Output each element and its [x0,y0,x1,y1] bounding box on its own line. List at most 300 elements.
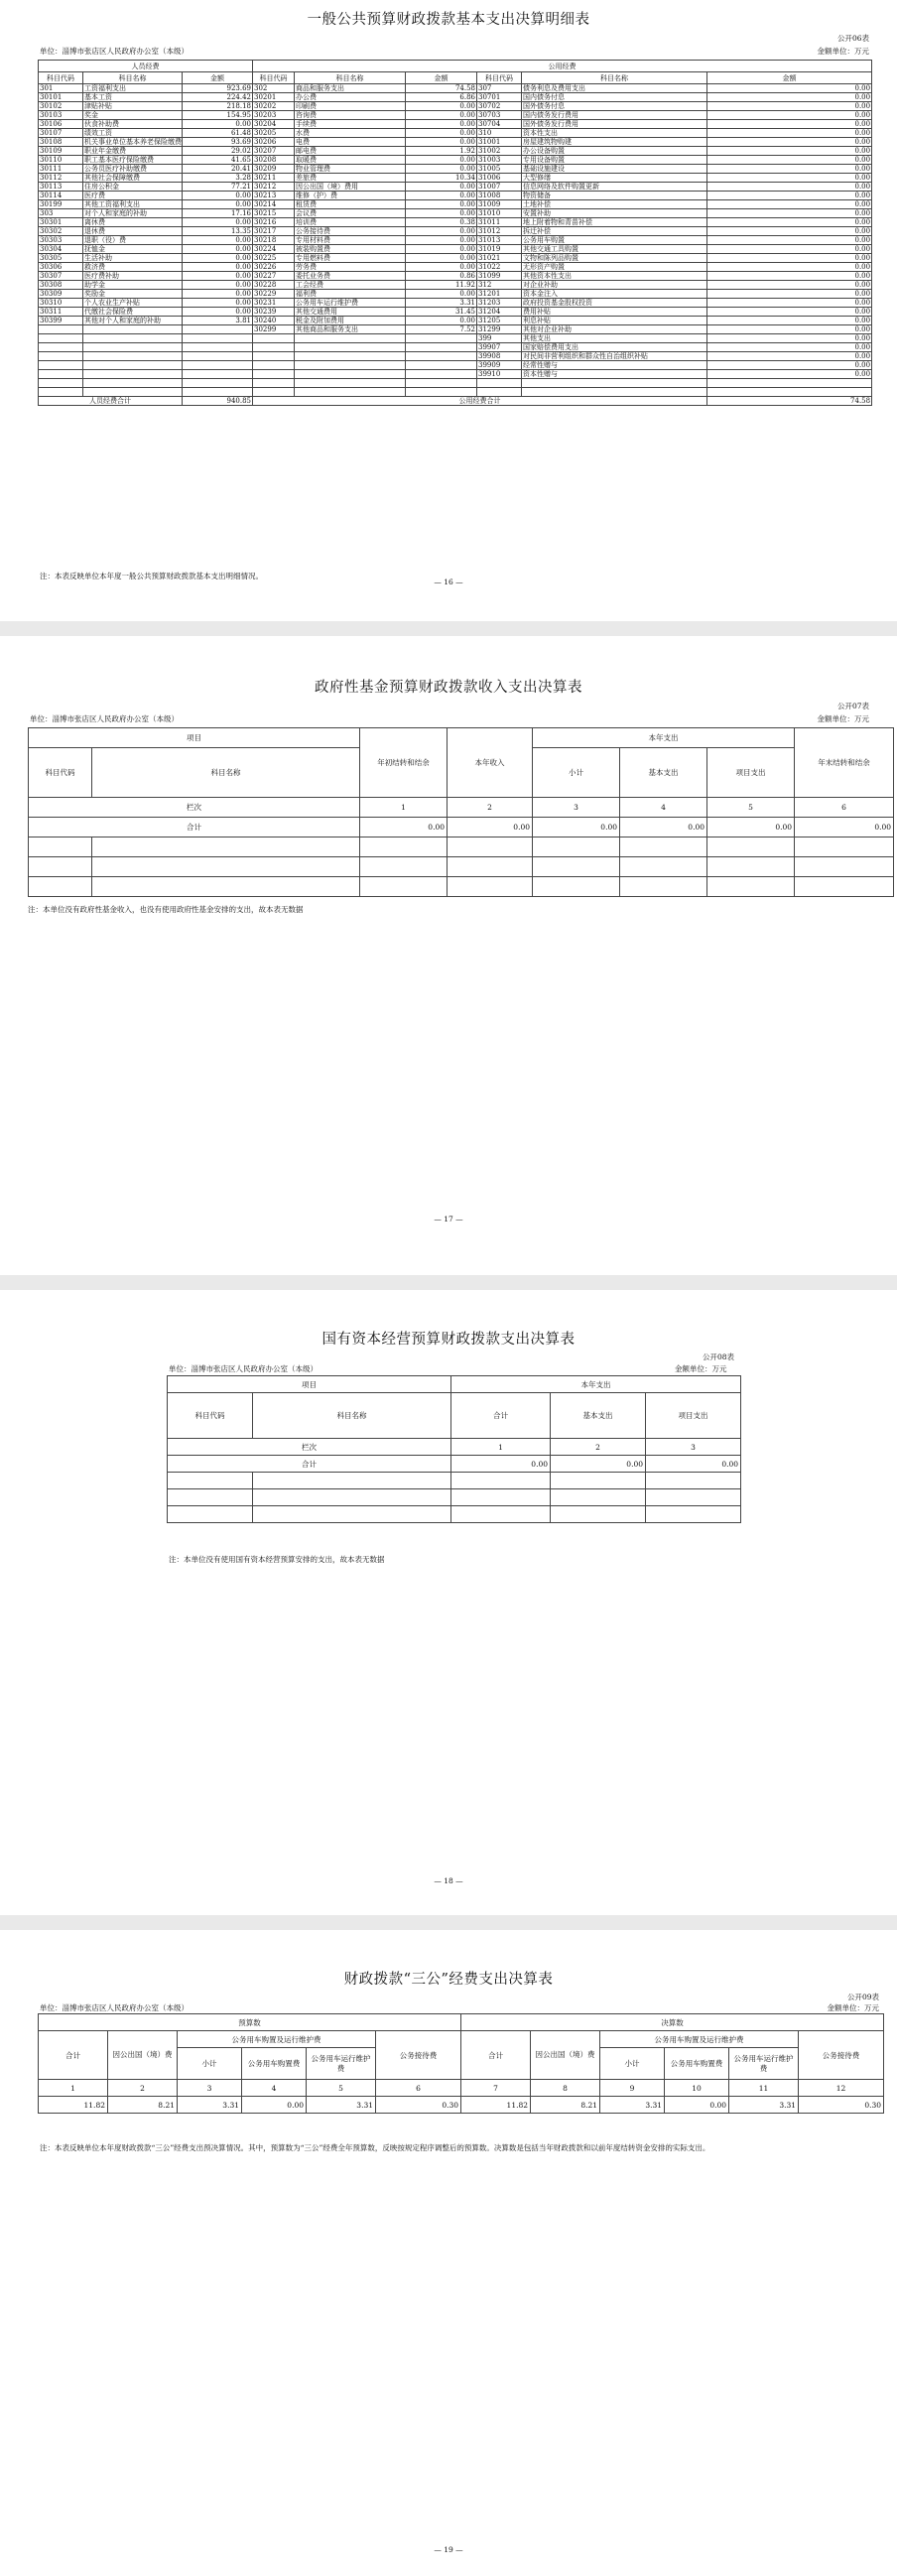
cell-code: 30201 [253,93,295,102]
table-row [39,183,872,192]
cell-amount: 0.00 [406,245,477,254]
cell-amount [406,334,477,343]
table-row [39,209,872,218]
cell-amount: 0.00 [707,334,872,343]
cell-code [253,370,295,379]
table-code: 公开08表 [703,1352,735,1361]
cell-amount [406,370,477,379]
three-public-table [38,2013,884,2114]
cell-name: 会议费 [295,209,406,218]
cell-name: 绩效工资 [83,129,183,138]
cell-name: 大型修缮 [522,174,707,183]
cell-amount: 0.00 [707,147,872,156]
table-code: 公开09表 [846,1993,879,2001]
table-row [39,334,872,343]
cell-code: 30704 [477,120,522,129]
cell-code: 30231 [253,299,295,308]
table-row [39,192,872,200]
table-row [39,120,872,129]
col-index: 2 [108,2080,178,2097]
cell-name: 其他工资福利支出 [83,200,183,209]
value-cell: 11.82 [461,2097,531,2114]
cell-name [295,334,406,343]
cell-amount [406,379,477,388]
cell-code: 31022 [477,263,522,272]
cell-amount: 0.00 [406,200,477,209]
col-index: 1 [39,2080,108,2097]
cell-code [39,361,83,370]
cell-name: 因公出国（境）费用 [295,183,406,192]
money-unit: 金额单位：万元 [817,714,869,723]
table-row [39,370,872,379]
table-row [39,379,872,388]
cell-amount: 0.00 [406,138,477,147]
cell-code [253,388,295,397]
cell-amount: 0.00 [183,218,253,227]
cell-name: 职工基本医疗保险缴费 [83,156,183,165]
table-row [39,227,872,236]
cell-code: 30215 [253,209,295,218]
cell-code: 30308 [39,281,83,290]
header-expense: 本年支出 [533,728,795,748]
cell-amount: 20.41 [183,165,253,174]
cell-code: 30226 [253,263,295,272]
cell-code: 30199 [39,200,83,209]
table-row [39,165,872,174]
header-final: 决算数 [461,2014,884,2031]
cell-name: 伙食补助费 [83,120,183,129]
cell-amount: 0.00 [406,317,477,325]
cell-name: 国内债务发行费用 [522,111,707,120]
cell-name: 救济费 [83,263,183,272]
cell-name: 其他交通工具购置 [522,245,707,254]
cell-name: 房屋建筑物购建 [522,138,707,147]
cell-amount: 11.92 [406,281,477,290]
cell-name [83,379,183,388]
table-note: 注：本单位没有使用国有资本经营预算安排的支出，故本表无数据 [169,1555,385,1564]
cell-amount: 0.00 [183,290,253,299]
table-row [39,93,872,102]
cell-amount: 0.00 [183,281,253,290]
header-abroad: 因公出国（境）费 [531,2031,600,2080]
cell-amount: 29.02 [183,147,253,156]
cell-code: 31001 [477,138,522,147]
cell-code: 31005 [477,165,522,174]
page-number: — 18 — [434,1876,463,1885]
cell-name: 机关事业单位基本养老保险缴费 [84,138,182,146]
cell-amount: 10.34 [406,174,477,183]
header-amount: 金额 [183,72,253,84]
cell-code: 30212 [253,183,295,192]
cell-name: 奖励金 [83,290,183,299]
total-value: 0.00 [360,818,448,837]
header-code: 科目代码 [29,748,92,798]
total-value: 0.00 [448,818,533,837]
cell-amount: 0.00 [183,120,253,129]
cell-name: 资本性赠与 [522,370,707,379]
table-row [39,147,872,156]
cell-amount: 3.81 [183,317,253,325]
table-row [39,138,872,147]
header-reception: 公务接待费 [799,2031,884,2080]
cell-amount: 0.00 [707,352,872,361]
page-number: — 19 — [434,2545,463,2554]
cell-name: 商品和服务支出 [295,84,406,93]
cell-name: 代缴社会保险费 [83,308,183,317]
value-cell: 3.31 [178,2097,242,2114]
header-project-expense: 项目支出 [707,748,795,798]
header-running: 公务用车运行维护费 [307,2048,376,2080]
page-title: 政府性基金预算财政拨款收入支出决算表 [315,680,582,696]
page-number: — 17 — [434,1215,463,1224]
money-unit: 金额单位：万元 [827,2003,879,2012]
cell-name: 政府投资基金股权投资 [522,299,707,308]
header-total: 合计 [461,2031,531,2080]
col-index: 9 [600,2080,665,2097]
header-code: 科目代码 [39,72,83,84]
cell-code: 30111 [39,165,83,174]
cell-code [39,343,83,352]
cell-code: 30311 [39,308,83,317]
cell-code [253,343,295,352]
cell-amount: 0.00 [406,236,477,245]
cell-code: 303 [39,209,83,218]
cell-amount: 0.00 [406,209,477,218]
header-name: 科目名称 [83,72,183,84]
cell-amount: 17.16 [183,209,253,218]
cell-name: 助学金 [83,281,183,290]
cell-code: 30302 [39,227,83,236]
total-value: 0.00 [551,1456,646,1473]
cell-amount: 0.00 [183,236,253,245]
cell-amount: 0.00 [707,102,872,111]
cell-code: 31201 [477,290,522,299]
cell-amount: 0.00 [707,200,872,209]
cell-code: 31205 [477,317,522,325]
cell-name: 资本金注入 [522,290,707,299]
cell-name: 公务用车运行维护费 [295,299,406,308]
cell-code: 30307 [39,272,83,281]
col-index: 3 [178,2080,242,2097]
value-cell: 0.00 [242,2097,307,2114]
cell-name: 国外债务发行费用 [522,120,707,129]
cell-amount: 0.00 [707,290,872,299]
cell-code: 30107 [39,129,83,138]
cell-amount: 0.00 [707,343,872,352]
cell-name: 无形资产购置 [522,263,707,272]
money-unit: 金额单位：万元 [675,1364,727,1373]
cell-amount: 0.00 [183,263,253,272]
table-note: 注：本单位没有政府性基金收入，也没有使用政府性基金安排的支出，故本表无数据 [28,905,304,914]
cell-code: 30203 [253,111,295,120]
cell-amount: 0.00 [707,218,872,227]
cell-name [295,352,406,361]
cell-code [253,379,295,388]
table-row [39,84,872,93]
header-abroad: 因公出国（境）费 [108,2031,178,2080]
cell-name: 信息网络及软件购置更新 [522,183,707,192]
table-row [39,218,872,227]
cell-amount: 74.58 [406,84,477,93]
table-code: 公开07表 [836,702,869,710]
cell-amount: 0.00 [707,174,872,183]
row-lanci: 栏次 [29,798,360,818]
cell-code: 31203 [477,299,522,308]
cell-code [253,361,295,370]
cell-code: 30204 [253,120,295,129]
cell-code: 30701 [477,93,522,102]
cell-name: 办公设备购置 [522,147,707,156]
cell-name: 国外债务付息 [522,102,707,111]
table-row [39,129,872,138]
cell-amount: 0.00 [406,227,477,236]
col-index: 7 [461,2080,531,2097]
header-name: 科目名称 [295,72,406,84]
col-index: 11 [729,2080,799,2097]
cell-name: 公务用车购置 [522,236,707,245]
cell-amount: 218.18 [183,102,253,111]
cell-code [39,370,83,379]
cell-amount: 0.00 [707,236,872,245]
cell-amount: 0.00 [707,361,872,370]
total-public-label: 公用经费合计 [253,397,707,406]
cell-amount: 0.00 [707,227,872,236]
cell-name [295,370,406,379]
table-code: 公开06表 [836,34,869,43]
cell-name: 基础设施建设 [522,165,707,174]
col-index: 2 [551,1439,646,1456]
cell-name: 差旅费 [295,174,406,183]
cell-code: 30228 [253,281,295,290]
cell-code [39,388,83,397]
cell-amount: 1.92 [406,147,477,156]
cell-amount [406,361,477,370]
cell-code: 31011 [477,218,522,227]
cell-amount: 0.00 [183,272,253,281]
header-code: 科目代码 [477,72,522,84]
cell-amount [183,379,253,388]
total-personnel-label: 人员经费合计 [39,397,183,406]
cell-code [253,334,295,343]
cell-code: 30103 [39,111,83,120]
cell-name: 维修（护）费 [295,192,406,200]
header-basic: 基本支出 [551,1393,646,1439]
total-value: 0.00 [451,1456,551,1473]
cell-code: 30217 [253,227,295,236]
col-index: 1 [360,798,448,818]
cell-amount: 0.00 [406,111,477,120]
col-index: 6 [795,798,894,818]
table-note: 注：本表反映单位本年度一般公共预算财政拨款基本支出明细情况。 [40,572,263,580]
cell-code: 30304 [39,245,83,254]
cell-code: 30310 [39,299,83,308]
cell-name [295,361,406,370]
cell-name [295,379,406,388]
cell-amount: 0.00 [406,129,477,138]
cell-amount: 0.00 [406,254,477,263]
cell-name: 离休费 [83,218,183,227]
header-income: 本年收入 [448,728,533,798]
cell-amount: 0.00 [707,192,872,200]
header-begin-balance: 年初结转和结余 [360,728,448,798]
cell-code: 30309 [39,290,83,299]
header-purchase: 公务用车购置费 [242,2048,307,2080]
cell-name [522,388,707,397]
cell-amount: 3.28 [183,174,253,183]
cell-name: 水费 [295,129,406,138]
cell-code: 30114 [39,192,83,200]
cell-amount: 0.00 [707,308,872,317]
cell-code: 30214 [253,200,295,209]
cell-name: 债务利息及费用支出 [522,84,707,93]
cell-name: 其他交通费用 [295,308,406,317]
cell-amount: 13.35 [183,227,253,236]
cell-amount: 0.00 [707,281,872,290]
cell-amount [707,388,872,397]
cell-code [39,379,83,388]
table-row [39,156,872,165]
cell-code: 31008 [477,192,522,200]
cell-amount [406,343,477,352]
cell-name: 其他商品和服务支出 [295,325,406,334]
cell-name [83,343,183,352]
cell-code: 31204 [477,308,522,317]
cell-amount: 0.00 [707,93,872,102]
cell-code: 30216 [253,218,295,227]
cell-code: 31009 [477,200,522,209]
cell-amount: 31.45 [406,308,477,317]
cell-amount: 0.00 [183,254,253,263]
cell-code: 301 [39,84,83,93]
table-row [39,299,872,308]
cell-name: 安置补助 [522,209,707,218]
cell-code: 30225 [253,254,295,263]
value-cell: 3.31 [729,2097,799,2114]
cell-code [477,379,522,388]
cell-amount: 0.00 [707,325,872,334]
cell-code: 31010 [477,209,522,218]
cell-name: 国家赔偿费用支出 [522,343,707,352]
cell-code [39,334,83,343]
table-row [39,263,872,272]
col-index: 3 [533,798,620,818]
table-row [39,352,872,361]
cell-name: 医疗费补助 [83,272,183,281]
cell-amount: 0.00 [707,245,872,254]
cell-name: 物资储备 [522,192,707,200]
cell-amount: 3.31 [406,299,477,308]
cell-name [522,379,707,388]
cell-name: 退休费 [83,227,183,236]
cell-amount [183,361,253,370]
cell-amount: 0.00 [707,183,872,192]
gov-fund-table [28,727,894,897]
table-row [39,111,872,120]
cell-code: 30108 [39,138,83,147]
cell-name: 对企业补助 [522,281,707,290]
value-cell: 0.30 [376,2097,461,2114]
cell-name: 电费 [295,138,406,147]
cell-name: 其他社会保障缴费 [83,174,183,183]
cell-code: 31012 [477,227,522,236]
header-budget: 预算数 [39,2014,461,2031]
cell-name: 其他支出 [522,334,707,343]
cell-name: 利息补贴 [522,317,707,325]
cell-code: 39907 [477,343,522,352]
cell-name [83,361,183,370]
cell-name: 对个人和家庭的补助 [83,209,183,218]
value-cell: 8.21 [531,2097,600,2114]
money-unit: 金额单位：万元 [817,47,869,56]
page-16 [0,0,897,621]
table-row [39,388,872,397]
cell-amount: 0.00 [707,138,872,147]
header-expense: 本年支出 [451,1376,741,1393]
cell-amount: 224.42 [183,93,253,102]
col-index: 5 [707,798,795,818]
cell-name [83,352,183,361]
cell-code: 30112 [39,174,83,183]
cell-amount: 0.00 [406,102,477,111]
header-code: 科目代码 [168,1393,253,1439]
header-basic: 基本支出 [620,748,707,798]
table-row [39,325,872,334]
basic-expense-table [38,60,872,406]
total-personnel-value: 940.85 [183,397,253,406]
cell-amount: 93.69 [183,138,253,147]
cell-name: 税金及附加费用 [295,317,406,325]
header-amount: 金额 [707,72,872,84]
cell-amount: 0.00 [183,245,253,254]
cell-code [39,352,83,361]
cell-code: 302 [253,84,295,93]
cell-name [83,334,183,343]
table-note: 注：本表反映单位本年度财政拨款“三公”经费支出预决算情况。其中，预算数为“三公”经费全年预算数，反映按规定程序调整后的预算数。决算数是包括当年财政拨款和以前年度结转资金安排的实际支出。 [40,2143,710,2152]
cell-code: 30213 [253,192,295,200]
cell-amount: 0.00 [707,120,872,129]
row-total: 合计 [29,818,360,837]
cell-amount [183,325,253,334]
table-row [39,281,872,290]
cell-amount: 0.00 [406,165,477,174]
header-vehicle: 公务用车购置及运行维护费 [178,2031,376,2048]
col-index: 12 [799,2080,884,2097]
cell-amount: 0.00 [406,120,477,129]
header-amount: 金额 [406,72,477,84]
page-18 [0,1290,897,1915]
cell-amount: 0.00 [707,209,872,218]
cell-code: 399 [477,334,522,343]
cell-code: 30306 [39,263,83,272]
cell-code: 30240 [253,317,295,325]
table-row [39,361,872,370]
cell-name: 专用燃料费 [295,254,406,263]
cell-amount [183,343,253,352]
cell-code [39,325,83,334]
row-total: 合计 [168,1456,451,1473]
cell-name: 办公费 [295,93,406,102]
header-total: 合计 [39,2031,108,2080]
value-cell: 3.31 [600,2097,665,2114]
cell-amount: 0.00 [183,308,253,317]
header-subtotal: 小计 [600,2048,665,2080]
table-row [39,343,872,352]
table-row [39,308,872,317]
header-total: 合计 [451,1393,551,1439]
cell-code: 30208 [253,156,295,165]
cell-name: 专用设备购置 [522,156,707,165]
col-index: 4 [620,798,707,818]
